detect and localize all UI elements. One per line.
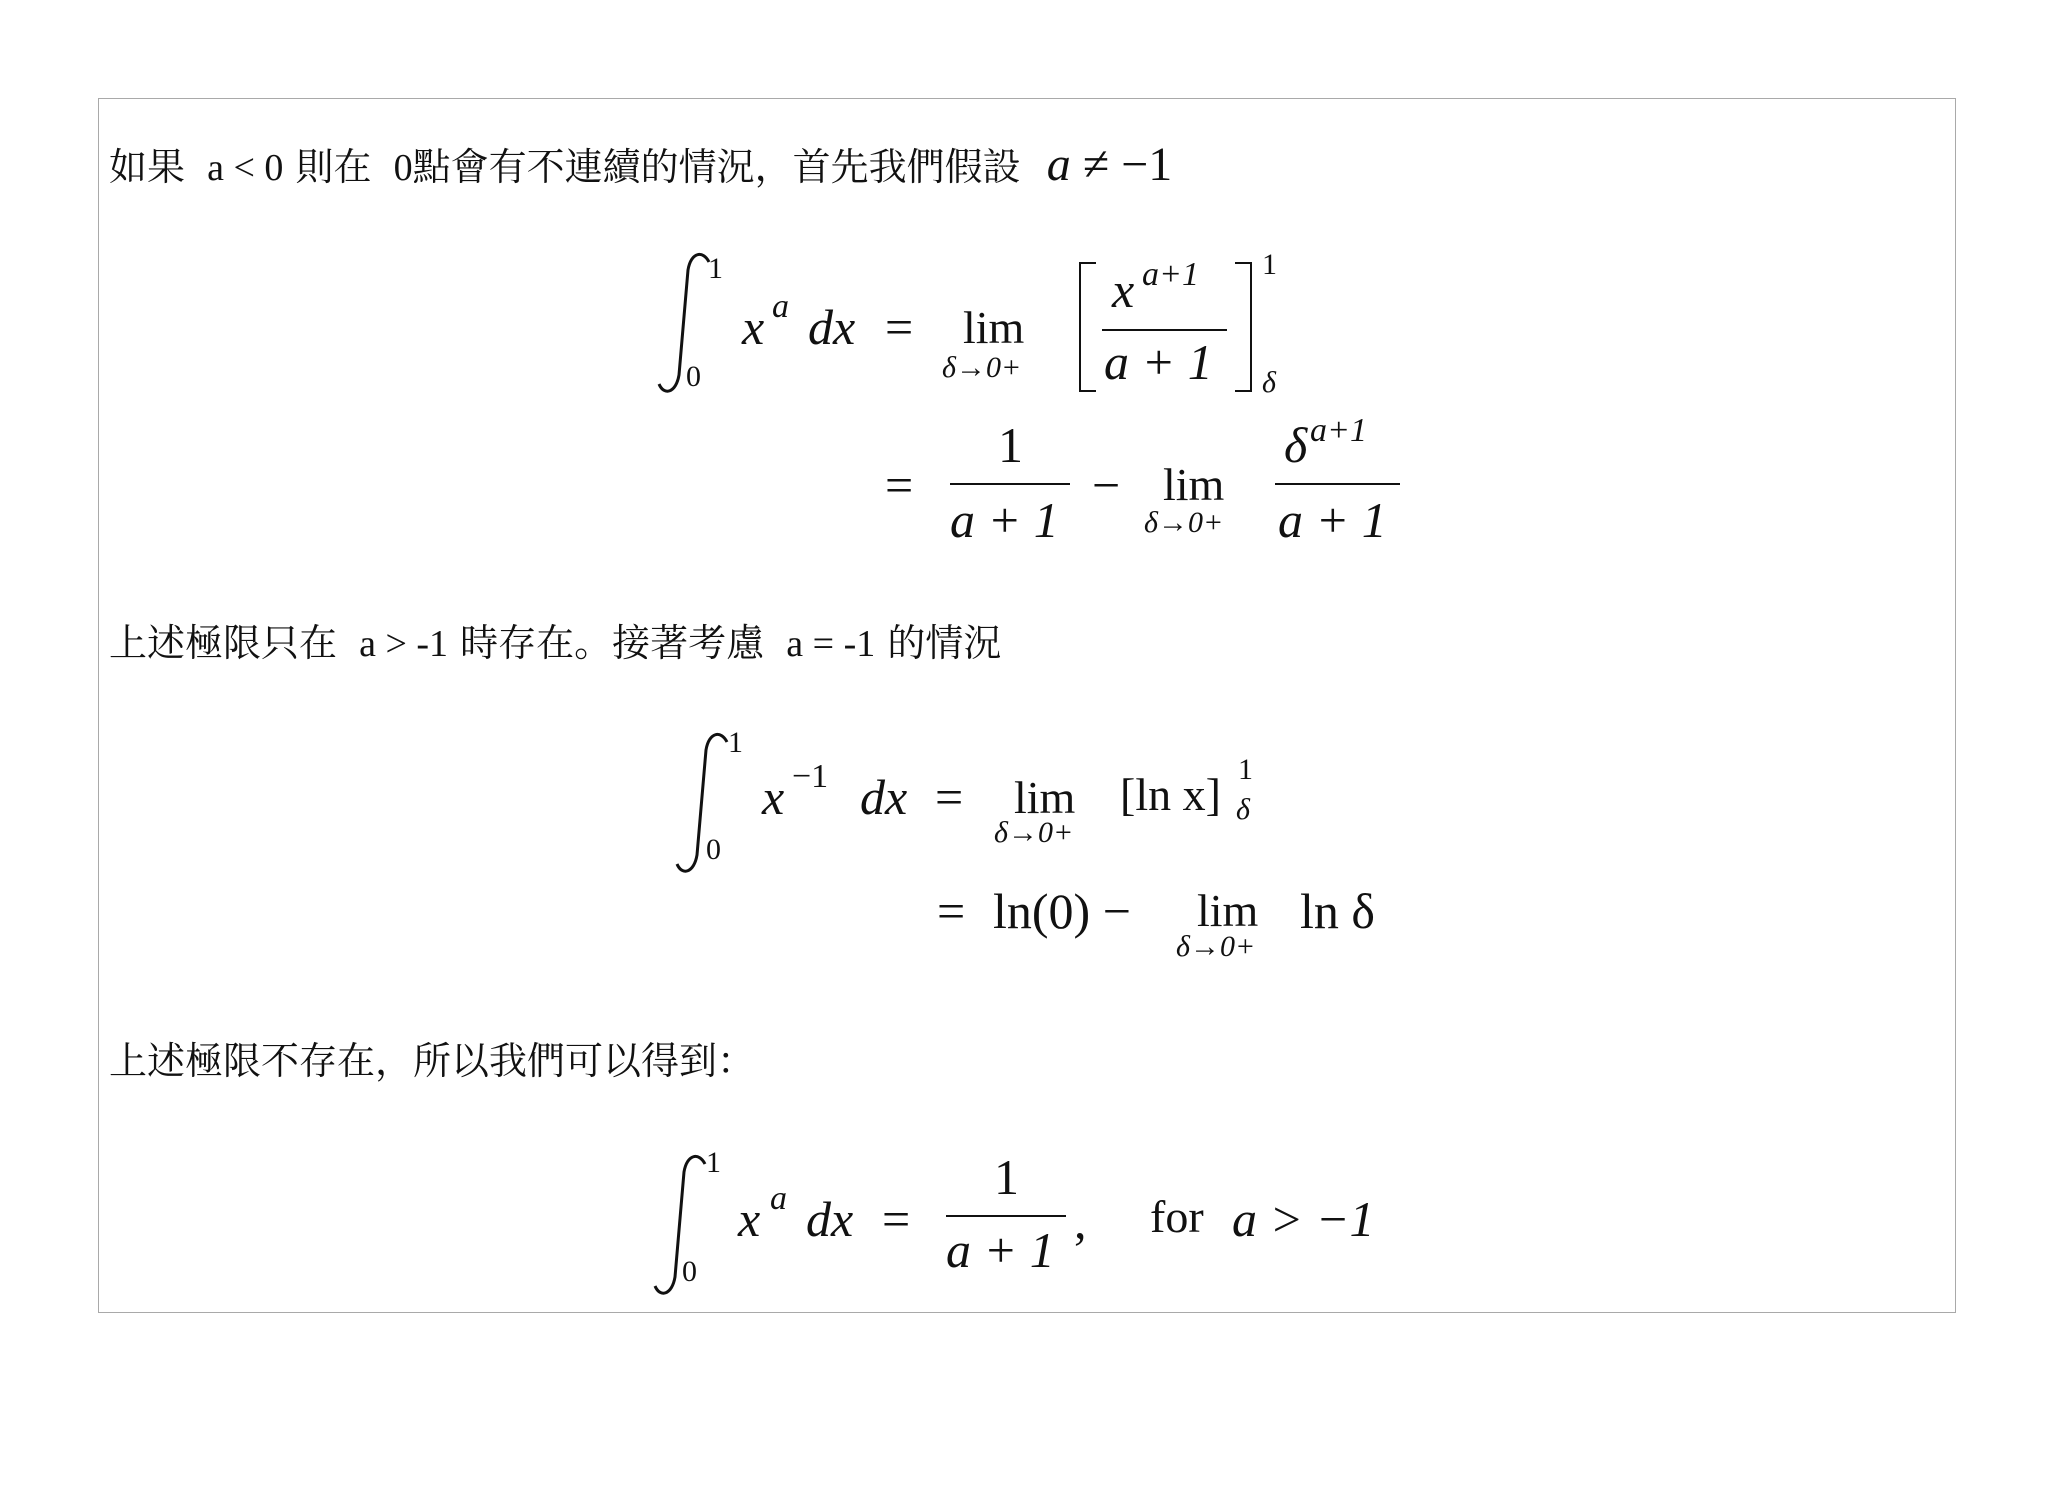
inline-math-variable: a: [1046, 138, 1071, 191]
equals-sign: =: [885, 299, 914, 355]
integrand-exponent: −1: [792, 758, 829, 795]
evaluation-lower: δ: [1262, 366, 1276, 399]
differential: dx: [808, 299, 856, 355]
paragraph-3: [109, 1030, 755, 1085]
text-run: 則在: [295, 145, 372, 189]
right-bracket: [1235, 262, 1252, 392]
fraction-numerator: δ: [1284, 417, 1308, 473]
limit-subscript: δ→0+: [1144, 506, 1224, 539]
integral-lower-limit: 0: [682, 1255, 697, 1288]
inline-expression: a > -1: [359, 623, 449, 665]
comma: ,: [1074, 1193, 1087, 1249]
limit-operator: lim: [963, 302, 1025, 353]
limit-operator: lim: [1014, 772, 1076, 823]
fraction-numerator: x: [1112, 262, 1135, 318]
integrand-exponent: a: [772, 288, 789, 325]
fraction-bar: [950, 483, 1070, 485]
integrand-exponent: a: [770, 1180, 787, 1217]
integrand: x: [762, 769, 785, 825]
equals-sign: =: [935, 769, 964, 825]
inline-math-relation: ≠ −1: [1082, 138, 1173, 191]
limit-operator: lim: [1197, 885, 1259, 936]
text-run: 上述極限不存在，所以我們可以得到：: [109, 1039, 756, 1083]
fraction-denominator: a + 1: [1104, 334, 1213, 390]
limit-subscript: δ→0+: [1176, 930, 1256, 963]
paragraph-2: [109, 612, 1001, 667]
limit-operator: lim: [1163, 459, 1225, 510]
equals-sign: =: [885, 457, 914, 513]
inline-expression: a < 0: [207, 147, 284, 189]
condition-keyword: for: [1150, 1191, 1204, 1242]
fraction-numerator: 1: [994, 1149, 1019, 1205]
numerator-exponent: a+1: [1142, 256, 1199, 293]
document-frame: [98, 98, 1956, 1313]
fraction-bar: [946, 1215, 1066, 1217]
evaluation-upper: 1: [1238, 753, 1253, 786]
text-run: 時存在。接著考慮: [460, 621, 765, 665]
evaluation-upper: 1: [1262, 248, 1277, 281]
integral-lower-limit: 0: [706, 833, 721, 866]
integral-sign-icon: [651, 1152, 711, 1297]
integral-sign-icon: [655, 250, 715, 395]
limit-subscript: δ→0+: [994, 816, 1074, 849]
integral-upper-limit: 1: [708, 252, 723, 285]
equals-sign: =: [937, 883, 966, 939]
expression: ln δ: [1300, 883, 1375, 939]
numerator-exponent: a+1: [1310, 412, 1367, 449]
left-bracket: [1079, 262, 1096, 392]
fraction-denominator: a + 1: [1278, 492, 1387, 548]
integral-sign-icon: [673, 730, 733, 875]
expression: ln(0) −: [993, 883, 1131, 939]
limit-subscript: δ→0+: [942, 351, 1022, 384]
fraction-denominator: a + 1: [946, 1222, 1055, 1278]
integrand: x: [738, 1191, 761, 1247]
fraction-numerator: 1: [998, 417, 1023, 473]
fraction-denominator: a + 1: [950, 492, 1059, 548]
inline-expression: a = -1: [786, 623, 876, 665]
integral-upper-limit: 1: [728, 726, 743, 759]
integrand: x: [742, 299, 765, 355]
text-run: 點會有不連續的情況，首先我們假設: [412, 145, 1021, 189]
condition-expression: a > −1: [1232, 1191, 1375, 1247]
differential: dx: [860, 769, 908, 825]
text-run: 上述極限只在: [109, 621, 338, 665]
integral-upper-limit: 1: [706, 1146, 721, 1179]
fraction-bar: [1102, 329, 1227, 331]
equals-sign: =: [882, 1191, 911, 1247]
paragraph-1: [109, 136, 1172, 192]
integral-lower-limit: 0: [686, 360, 701, 393]
text-run: 的情況: [887, 621, 1002, 665]
text-run: 如果: [109, 145, 186, 189]
evaluation-lower: δ: [1236, 793, 1250, 826]
differential: dx: [806, 1191, 854, 1247]
fraction-bar: [1275, 483, 1400, 485]
minus-sign: −: [1092, 457, 1121, 513]
bracket-expression: [ln x]: [1120, 769, 1221, 820]
inline-expression: 0: [393, 147, 413, 189]
